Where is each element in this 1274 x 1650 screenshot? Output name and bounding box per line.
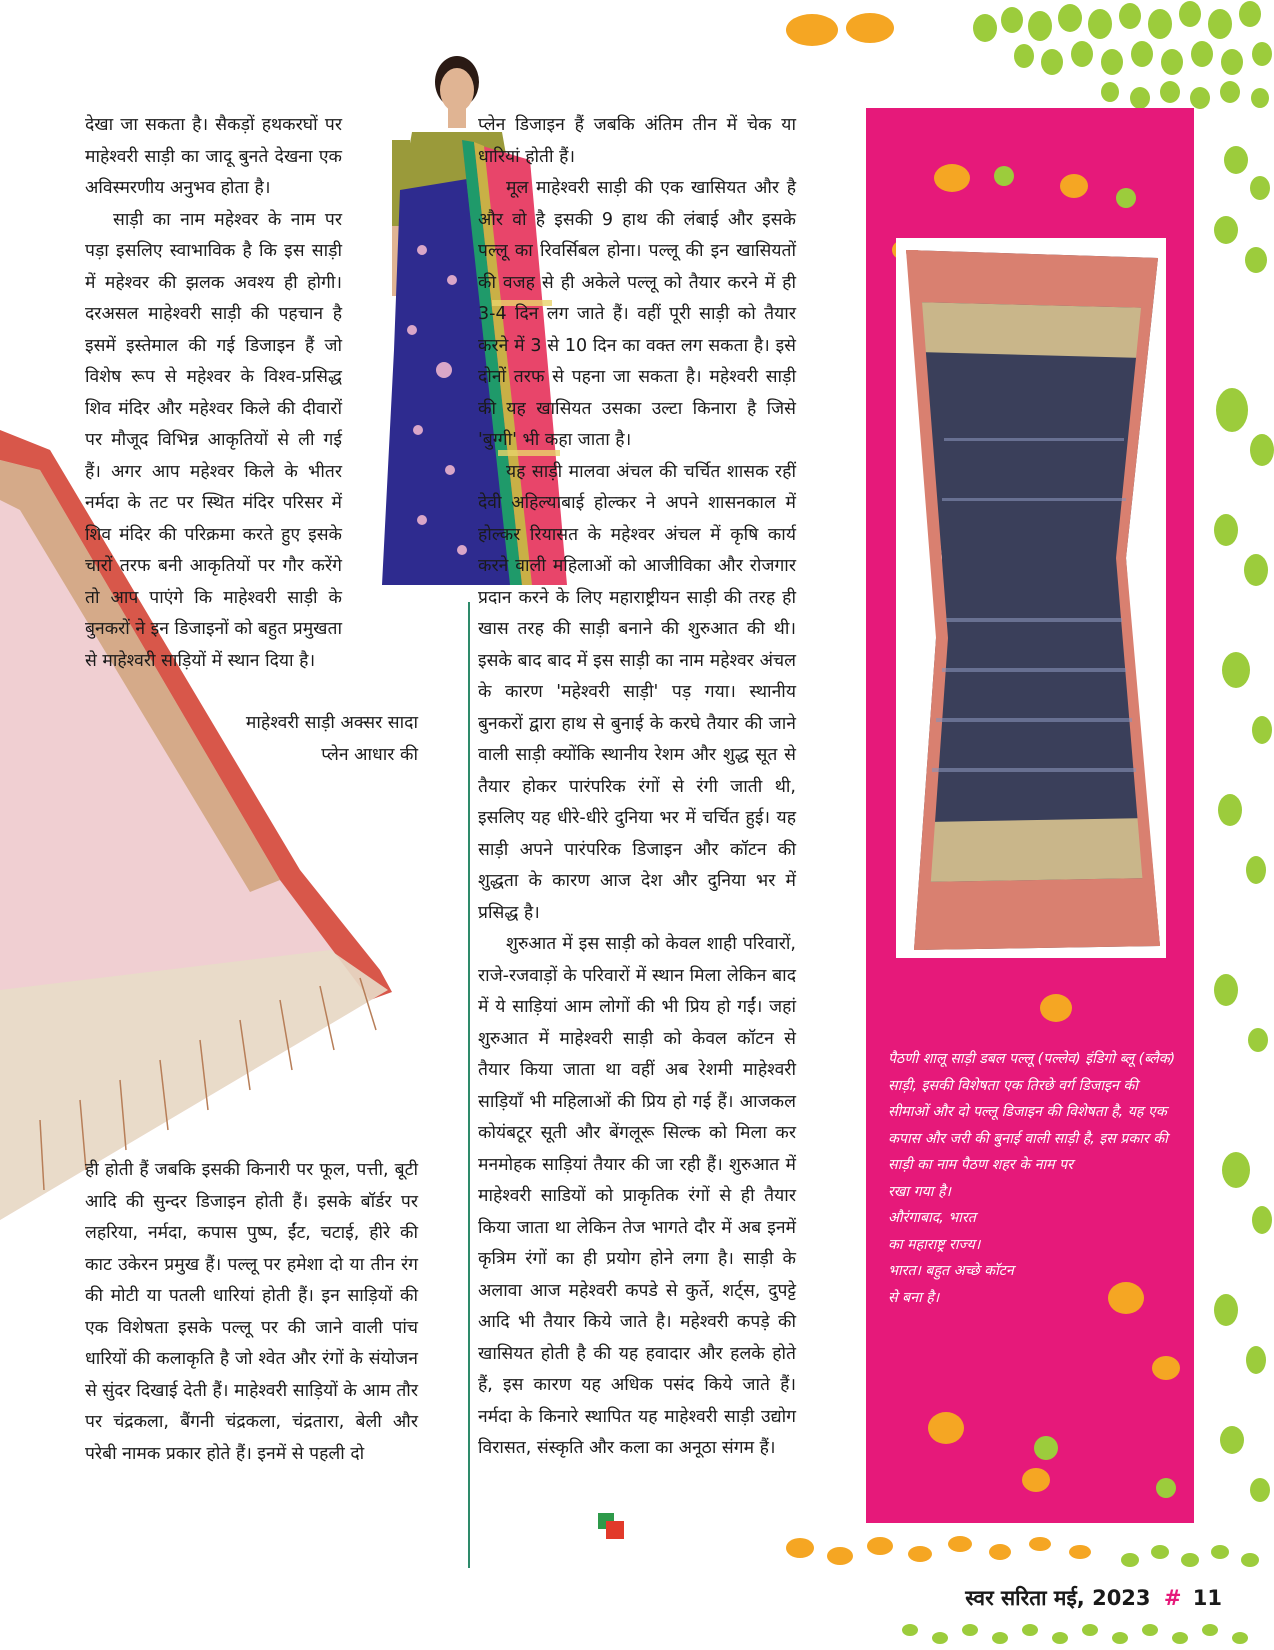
caption-line: औरंगाबाद, भारत: [888, 1210, 976, 1226]
paragraph: प्लेन डिजाइन हैं जबकि अंतिम तीन में चेक या धारियां होती हैं।: [478, 115, 796, 167]
caption-line: का महाराष्ट्र राज्य।: [888, 1236, 981, 1253]
end-of-article-icon: [598, 1513, 624, 1539]
column-divider: [468, 602, 470, 1568]
caption-line: से बना है।: [888, 1289, 940, 1306]
hash-mark: #: [1163, 1586, 1182, 1610]
page-number: 11: [1192, 1586, 1222, 1610]
paragraph: शुरुआत में इस साड़ी को केवल शाही परिवारों, राजे-रजवाड़ों के परिवारों में स्थान मिला लेकिन बाद में ये साड़ियां आम लोगों की भी प्रिय हो गईं। जहां शुरुआत में माहेश्वरी साड़ी को केवल कॉटन से तैयार किया जाता था वहीं अब रेशमी माहेश्वरी साड़ियाँ भी महिलाओं की प्रिय हो गई हैं। आजकल कोयंबटूर सूती और बेंगलूरू सिल्क को मिला कर मनमोहक साड़ियां तैयार की जा रही हैं। शुरुआत में माहेश्वरी साडियों को प्राकृतिक रंगों से ही तैयार किया जाता था लेकिन तेज भागते दौर में अब इनमें कृत्रिम रंगों का ही प्रयोग होने लगा है। साड़ी के अलावा आज महेश्वरी कपडे से कुर्ते, शर्ट्स, दुपट्टे आदि भी तैयार किये जाते है। महेश्वरी कपड़े की खासियत होती है की यह हवादार और हलके होते हैं, इस कारण यह अधिक पसंद किये जाते हैं। नर्मदा के किनारे स्थापित यह माहेश्वरी साड़ी उद्योग विरासत, संस्कृति और कला का अनूठा संगम हैं।: [478, 934, 796, 1458]
column-left-bottom: [85, 1155, 418, 1470]
caption-line: पैठणी शालू साड़ी डबल पल्लू (पल्लेव) इंडिगो ब्लू (ब्लैक) साड़ी, इसकी विशेषता एक तिरछे वर्ग डिजाइन की सीमाओं और दो पल्लू डिजाइन की विशेषता है, यह एक कपास और जरी की बुनाई वाली साड़ी है, इस प्रकार की साड़ी का नाम पैठण शहर के नाम पर: [888, 1051, 1176, 1173]
column-right: [478, 110, 796, 1465]
column-left-top-end: [230, 708, 418, 771]
paragraph: ही होती हैं जबकि इसकी किनारी पर फूल, पत्ती, बूटी आदि की सुन्दर डिजाइन होती हैं। इसके बॉर्डर पर लहरिया, नर्मदा, कपास पुष्प, ईंट, चटाई, हीरे की काट उकेरन प्रमुख हैं। पल्लू पर हमेशा दो या तीन रंग की मोटी या पतली धारियां होती हैं। इन साड़ियों की एक विशेषता इसके पल्लू पर की जाने वाली पांच धारियों की कलाकृति है जो श्वेत और रंगों के संयोजन से सुंदर दिखाई देती हैं। माहेश्वरी साड़ियों के आम तौर पर चंद्रकला, बैंगनी चंद्रकला, चंद्रतारा, बेली और परेबी नामक प्रकार होते हैं। इनमें से पहली दो: [85, 1160, 418, 1464]
paragraph: देखा जा सकता है। सैकड़ों हथकरघों पर माहेश्वरी साड़ी का जादू बुनते देखना एक अविस्मरणीय अनुभव होता है।: [85, 115, 342, 198]
caption-line: भारत। बहुत अच्छे कॉटन: [888, 1263, 1014, 1279]
decorative-dots-top: [780, 0, 1274, 110]
paragraph: माहेश्वरी साड़ी अक्सर सादा प्लेन आधार की: [245, 713, 418, 765]
paragraph: यह साड़ी मालवा अंचल की चर्चित शासक रहीं देवी अहिल्याबाई होल्कर ने अपने शासनकाल में होल्कर रियासत के महेश्वर अंचल में कृषि कार्य करने वाली महिलाओं को आजीविका और रोजगार प्रदान करने के लिए महाराष्ट्रीयन साड़ी की तरह ही खास तरह की साड़ी बनाने की शुरुआत की थी। इसके बाद बाद में इस साड़ी का नाम महेश्वर अंचल के कारण 'महेश्वरी साड़ी' पड़ गया। स्थानीय बुनकरों द्वारा हाथ से बुनाई के करघे तैयार की जाने वाली साड़ी क्योंकि स्थानीय रेशम और शुद्ध सूत से तैयार होकर पारंपरिक रंगों से रंगी जाती थी, इसलिए यह धीरे-धीरे दुनिया भर में चर्चित हुई। यह साड़ी अपने पारंपरिक डिजाइन और कॉटन की शुद्धता के कारण आज देश और दुनिया भर में प्रसिद्ध है।: [478, 461, 796, 923]
paragraph: साड़ी का नाम महेश्वर के नाम पर पड़ा इसलिए स्वाभाविक है कि इस साड़ी में महेश्वर की झलक अवश्य ही होगी। दरअसल माहेश्वरी साड़ी की पहचान है इसमें इस्तेमाल की गई डिजाइन हैं जो विशेष रूप से महेश्वर के विश्व-प्रसिद्ध शिव मंदिर और महेश्वर किले की दीवारों पर मौजूद विभिन्न आकृतियों से ली गई हैं। अगर आप महेश्वर किले के भीतर नर्मदा के तट पर स्थित मंदिर परिसर में शिव मंदिर की परिक्रमा करते हुए इसके चारों तरफ बनी आकृतियों पर गौर करेंगे तो आप पाएंगे कि माहेश्वरी साड़ी के बुनकरों ने इन डिजाइनों को बहुत प्रमुखता से माहेश्वरी साड़ियों में स्थान दिया है।: [85, 209, 342, 671]
magazine-name: स्वर सरिता मई, 2023: [965, 1586, 1151, 1610]
paithani-saree-photo: [896, 238, 1166, 958]
decorative-dots-right: [1196, 110, 1274, 1530]
page-footer: [965, 1584, 1222, 1612]
caption-line: रखा गया है।: [888, 1183, 951, 1200]
paragraph: मूल माहेश्वरी साड़ी की एक खासियत और है और वो है इसकी 9 हाथ की लंबाई और इसके पल्लू का रिवर्सिबल होना। पल्लू की इन खासियतों की वजह से ही अकेले पल्लू को तैयार करने में ही 3-4 दिन लग जाते हैं। वहीं पूरी साड़ी को तैयार करने में 3 से 10 दिन का वक्त लग सकता है। इसे दोनों तरफ से पहना जा सकता है। महेश्वरी साड़ी की यह खासियत उसका उल्टा किनारा है जिसे 'बुग्गी' भी कहा जाता है।: [478, 178, 796, 450]
photo-caption: [888, 1046, 1178, 1311]
column-left-top: [85, 110, 342, 677]
